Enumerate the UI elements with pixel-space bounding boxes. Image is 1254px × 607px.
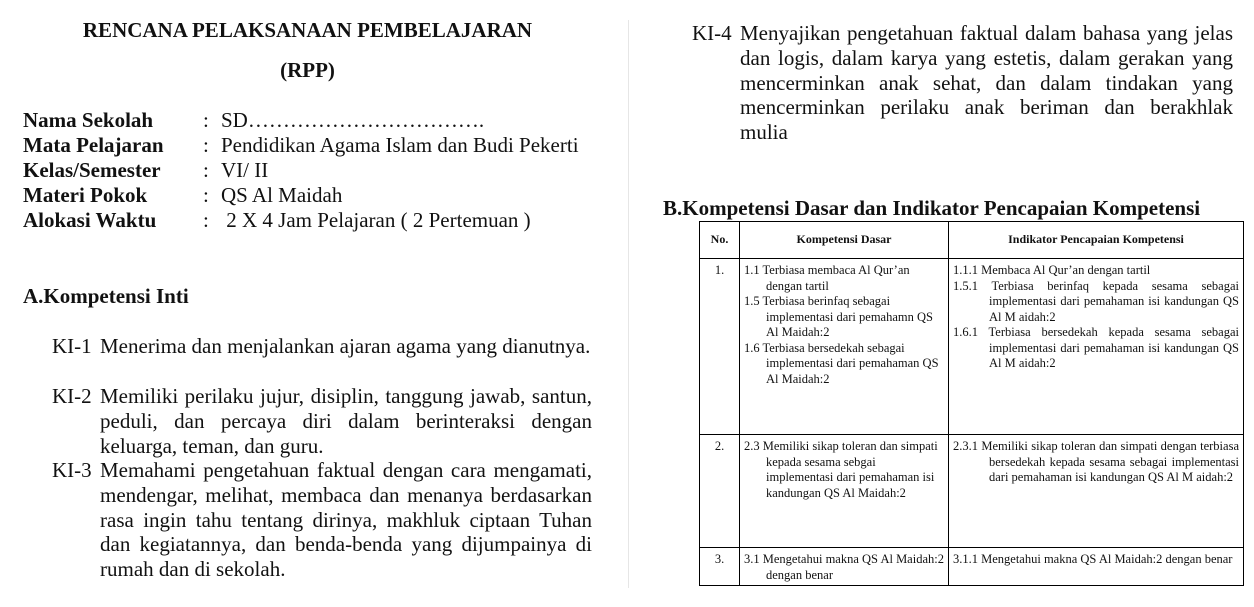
ipk-cell [949,435,1244,548]
kd-item: 1.5 Terbiasa berinfaq sebagai implementasi dari pemahamn QS Al Maidah:2 [744,294,933,339]
kd-cell [740,435,949,548]
header-ipk: Indikator Pencapaian Kompetensi [949,222,1244,259]
ipk-item: 1.1.1 Membaca Al Qur’an dengan tartil [953,263,1151,277]
kd-item: 3.1 Mengetahui makna QS Al Maidah:2 dengan benar [744,552,944,582]
info-row-school [23,108,484,133]
section-a-heading: A.Kompetensi Inti [23,284,189,308]
ki-code: KI-4 [692,21,732,45]
header-no: No. [700,222,740,259]
info-label: Mata Pelajaran [23,133,164,157]
kd-item: 1.6 Terbiasa bersedekah sebagai implementasi dari pemahaman QS Al Maidah:2 [744,340,939,386]
info-value: 2 X 4 Jam Pelajaran ( 2 Pertemuan ) [221,208,531,232]
ki-code: KI-2 [52,384,92,408]
info-value: Pendidikan Agama Islam dan Budi Pekerti [221,133,579,157]
table-header-row [700,222,1244,259]
ki-item [52,334,592,359]
info-colon: : [203,108,209,132]
info-value: SD……………………………. [221,108,485,132]
info-colon: : [203,133,209,157]
competency-table [699,221,1244,586]
table-row [700,259,1244,435]
ipk-item: 2.3.1 Memiliki sikap toleran dan simpati dengan terbiasa bersedekah kepada sesama sebagai implementasi dari pemahaman isi kandungan QS Al M aidah:2 [953,439,1239,484]
table-row [700,548,1244,586]
ki-item [692,21,1233,145]
ipk-item: 1.6.1 Terbiasa bersedekah kepada sesama sebagai implementasi dari pemahaman isi kandungan QS Al M aidah:2 [953,325,1239,370]
document-title: RENCANA PELAKSANAAN PEMBELAJARAN [82,18,533,42]
ki-code: KI-1 [52,334,92,358]
info-value: VI/ II [221,158,269,182]
table-row [700,435,1244,548]
ki-item [52,458,592,582]
section-b-heading: B.Kompetensi Dasar dan Indikator Pencapaian Kompetensi [663,196,1201,220]
info-colon: : [203,158,209,182]
info-colon: : [203,208,209,232]
column-divider [628,20,629,588]
info-row-class [23,158,268,183]
info-row-time [23,208,531,233]
ipk-item: 3.1.1 Mengetahui makna QS Al Maidah:2 dengan benar [953,552,1233,566]
ki-text: Memahami pengetahuan faktual dengan cara mengamati, mendengar, melihat, membaca dan menanya berdasarkan rasa ingin tahu tentang dirinya, makhluk ciptaan Tuhan dan kegiatannya, dan benda-benda yang dijumpainya di rumah dan di sekolah. [100,458,592,582]
header-kd: Kompetensi Dasar [740,222,949,259]
kd-item: 2.3 Memiliki sikap toleran dan simpati kepada sesama sebgai implementasi dari pemahaman isi kandungan QS Al Maidah:2 [744,439,938,500]
ki-text: Menerima dan menjalankan ajaran agama yang dianutnya. [100,334,591,358]
info-label: Alokasi Waktu [23,208,157,232]
ipk-item: 1.5.1 Terbiasa berinfaq kepada sesama sebagai implementasi dari pemahaman isi kandungan QS Al M aidah:2 [953,278,1239,324]
ki-text: Menyajikan pengetahuan faktual dalam bahasa yang jelas dan logis, dalam karya yang estetis, dalam gerakan yang mencerminkan anak sehat, dan dalam tindakan yang mencerminkan perilaku anak beriman dan berakhlak mulia [740,21,1233,145]
ki-text: Memiliki perilaku jujur, disiplin, tanggung jawab, santun, peduli, dan percaya diri dalam berinteraksi dengan keluarga, teman, dan guru. [100,384,592,458]
info-row-subject [23,133,579,158]
kd-cell [740,259,949,435]
ki-code: KI-3 [52,458,92,482]
info-colon: : [203,183,209,207]
info-label: Kelas/Semester [23,158,161,182]
ipk-cell [949,259,1244,435]
info-label: Materi Pokok [23,183,148,207]
info-label: Nama Sekolah [23,108,154,132]
ki-item [52,384,592,458]
row-number: 3. [700,548,740,586]
info-row-topic [23,183,342,208]
kd-cell [740,548,949,586]
kd-item: 1.1 Terbiasa membaca Al Qur’an dengan tartil [744,263,910,293]
document-subtitle: (RPP) [280,58,335,82]
ipk-cell [949,548,1244,586]
info-value: QS Al Maidah [221,183,343,207]
row-number: 2. [700,435,740,548]
row-number: 1. [700,259,740,435]
